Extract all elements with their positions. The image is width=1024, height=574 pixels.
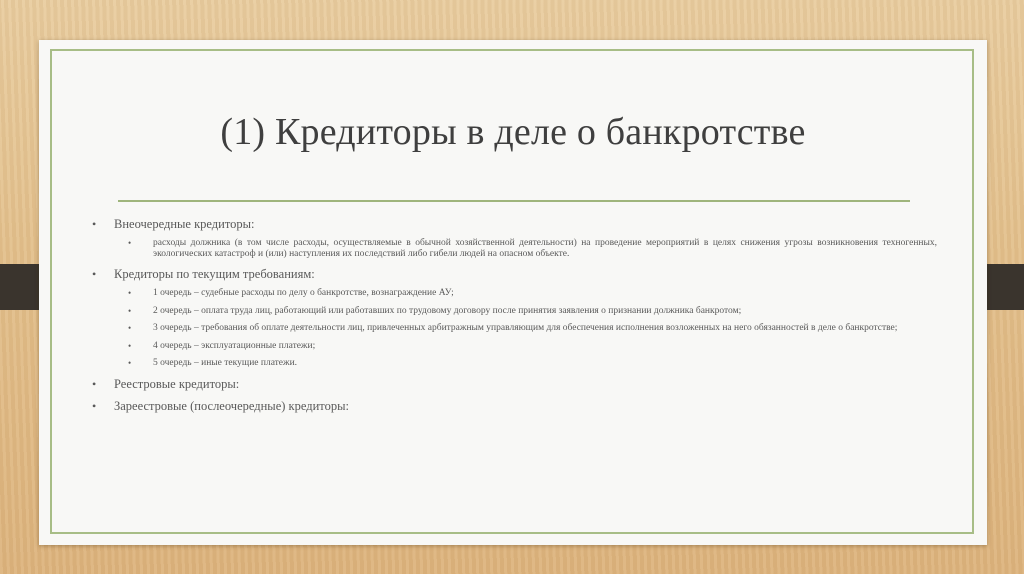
bullet-icon: •	[128, 358, 132, 368]
section-label: Внеочередные кредиторы:	[114, 217, 255, 231]
sub-item-text: 1 очередь – судебные расходы по делу о банкротстве, вознаграждение АУ;	[153, 288, 454, 298]
sub-list-item	[92, 341, 937, 352]
bullet-icon: •	[92, 376, 97, 391]
sub-list-item	[92, 306, 937, 317]
bullet-icon: •	[128, 340, 132, 351]
slide-title: (1) Кредиторы в деле о банкротстве	[220, 111, 806, 153]
sub-list-item	[92, 323, 937, 334]
section-label: Реестровые кредиторы:	[114, 376, 240, 391]
title-divider	[118, 200, 910, 202]
section-label: Зареестровые (послеочередные) кредиторы:	[114, 398, 349, 413]
section-label: Кредиторы по текущим требованиям:	[114, 267, 315, 281]
sub-item-text: расходы должника (в том числе расходы, осуществляемые в обычной хозяйственной деятельности) на проведение мероприятий в целях снижения угрозы возникновения техногенных, экологических катастроф и (или) наступления их последствий либо гибели людей на опасном объекте.	[153, 238, 937, 259]
sub-list-item	[92, 358, 937, 369]
sub-list-item	[92, 288, 937, 299]
bullet-icon: •	[128, 305, 132, 316]
bullet-icon: •	[128, 238, 132, 248]
bullet-icon: •	[92, 217, 97, 231]
sub-list-item	[92, 238, 937, 259]
list-item-subordinated-creditors	[92, 398, 937, 414]
list-item-current-creditors	[92, 266, 937, 282]
list-item-extraordinary-creditors	[92, 216, 937, 232]
sub-item-text: 5 очередь – иные текущие платежи.	[153, 358, 298, 368]
bullet-icon: •	[128, 323, 132, 333]
bullet-icon: •	[92, 267, 97, 281]
slide-content	[92, 216, 937, 420]
sub-item-text: 2 очередь – оплата труда лиц, работающий или работавших по трудовому договору после принятия заявления о признании должника банкротом;	[153, 305, 742, 316]
bullet-icon: •	[92, 398, 97, 413]
bullet-icon: •	[128, 288, 132, 298]
sub-item-text: 3 очередь – требования об оплате деятельности лиц, привлеченных арбитражным управляющим для обеспечения исполнения возложенных на него обязанностей в деле о банкротстве;	[153, 323, 898, 333]
sub-item-text: 4 очередь – эксплуатационные платежи;	[153, 340, 316, 351]
list-item-registry-creditors	[92, 376, 937, 392]
